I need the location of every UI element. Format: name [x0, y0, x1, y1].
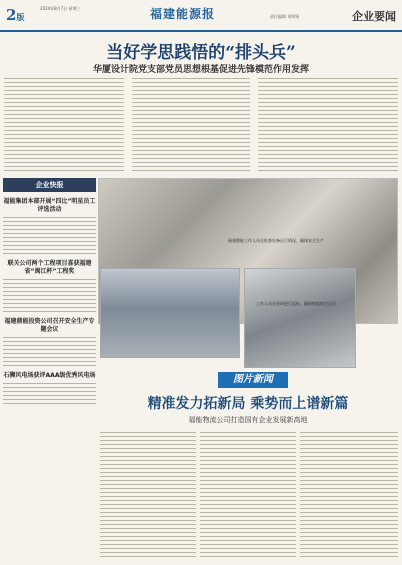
- main-story-body-col3: [258, 78, 398, 176]
- sidebar-item-headline: 福建鼎能投资公司召开安全生产专题会议: [4, 318, 95, 333]
- news-photo-left: [100, 268, 240, 358]
- main-story-body-col2: [132, 78, 250, 176]
- sidebar-item-headline: 石狮风电场获评AAA级优秀风电场: [3, 372, 96, 379]
- photo-news-badge: 图片新闻: [218, 372, 288, 388]
- second-story-body: [100, 432, 196, 560]
- main-headline: 当好学思践悟的“排头兵”: [106, 43, 296, 63]
- section-title: 企业要闻: [352, 10, 396, 23]
- main-story-body: [4, 78, 124, 176]
- sidebar-title: 企业快报: [3, 178, 96, 192]
- editor-line: 责任编辑 刘明锋: [270, 14, 300, 19]
- news-photo-right: [244, 268, 356, 368]
- second-subhead: 福能物流公司打造国有企业发展新高地: [188, 416, 308, 424]
- second-headline: 精准发力拓新局 乘势而上谱新篇: [147, 396, 349, 412]
- masthead: 福建能源报: [150, 7, 216, 21]
- page-number: [6, 6, 24, 24]
- sidebar-item: [3, 260, 96, 312]
- sidebar-item: [3, 198, 96, 254]
- second-story-body-col3: [300, 432, 398, 560]
- news-sidebar: [3, 178, 96, 560]
- sidebar-item: [3, 318, 96, 366]
- page-label: 版: [16, 12, 25, 22]
- sidebar-item-headline: 联关公司两个工程项目喜获福建省“闽江杯”工程奖: [7, 260, 92, 275]
- main-subhead: 华厦设计院党支部党员思想根基促进先锋模范作用发挥: [92, 65, 309, 75]
- page-header: [0, 0, 402, 32]
- photo-caption-right: 工作人员在现场进行巡检，确保机组稳定运行: [256, 301, 336, 306]
- photo-caption-top: 福建鼎能工作人员在检查设备运行情况，确保安全生产: [228, 238, 324, 243]
- sidebar-item: [3, 372, 96, 404]
- date-line: 2024年8月7日 星期三: [40, 6, 81, 11]
- second-story-body-col2: [200, 432, 296, 560]
- sidebar-item-headline: 福能集团本部开展“四比”明星员工评选活动: [3, 198, 96, 213]
- page-number-value: 2: [6, 6, 17, 24]
